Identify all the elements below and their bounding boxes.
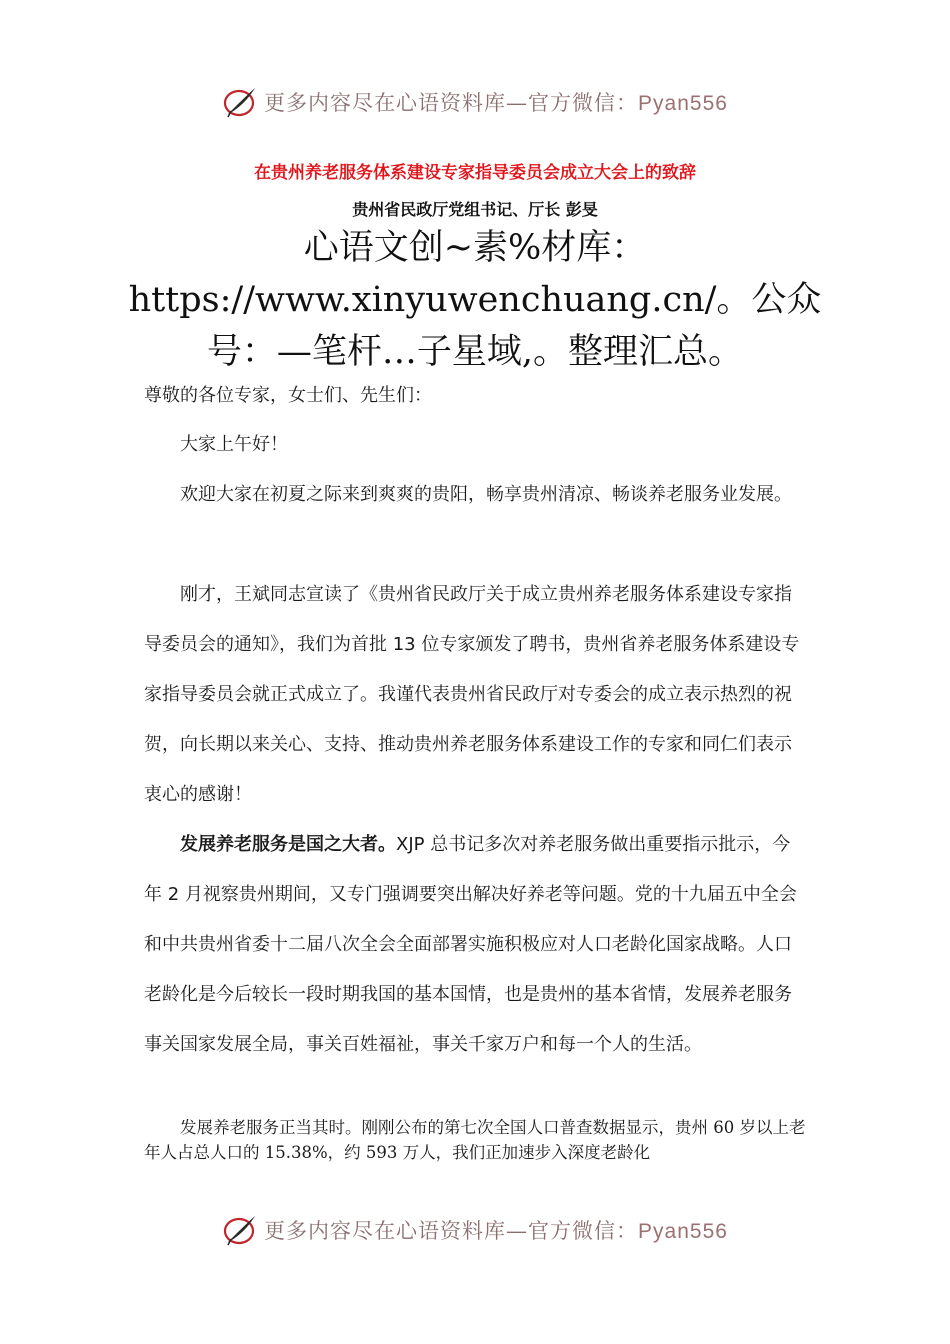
quill-pen-logo-icon [222, 84, 258, 120]
greeting-paragraph [144, 420, 808, 470]
document-author: 贵州省民政厅党组书记、厅长 彭旻 [352, 200, 598, 219]
document-title: 在贵州养老服务体系建设专家指导委员会成立大会上的致辞 [254, 163, 696, 183]
footer-banner-text: 更多内容尽在心语资料库—官方微信： [264, 1219, 639, 1243]
greeting-text: 大家上午好！ [180, 434, 288, 455]
header-banner [0, 82, 950, 122]
header-banner-text: 更多内容尽在心语资料库—官方微信： [264, 91, 639, 115]
important-body: XJP 总书记多次对养老服务做出重要指示批示，今年 2 月视察贵州期间，又专门强调要突出解决好养老等问题。党的十九届五中全会和中共贵州省委十二届八次全会全面部署实施积极应对人口老龄化国家战略。人口老龄化是今后较长一段时期我国的基本国情，也是贵州的基本省情，发展养老服务事关国家发展全局，事关百姓福祉，事关千家万户和每一个人的生活。 [144, 834, 797, 1055]
welcome-paragraph [144, 470, 808, 520]
footer-wechat-id: Pyan556 [638, 1220, 728, 1243]
salutation-text: 尊敬的各位专家，女士们、先生们： [144, 385, 432, 406]
footer-banner [0, 1210, 950, 1250]
header-wechat-id: Pyan556 [638, 92, 728, 115]
important-paragraph [144, 820, 808, 1070]
important-heading: 发展养老服务是国之大者。 [180, 834, 396, 855]
welcome-text: 欢迎大家在初夏之际来到爽爽的贵阳，畅享贵州清凉、畅谈养老服务业发展。 [180, 484, 792, 505]
just-now-text: 刚才，王斌同志宣读了《贵州省民政厅关于成立贵州养老服务体系建设专家指导委员会的通知》，我们为首批 13 位专家颁发了聘书，贵州省养老服务体系建设专家指导委员会就正式成立了。我谨代表贵州省民政厅对专委会的成立表示热烈的祝贺，向长期以来关心、支持、推动贵州养老服务体系建设工作的专家和同仁们表示衷心的感谢！ [144, 584, 800, 805]
quill-pen-logo-icon [222, 1212, 258, 1248]
watermark-text: 心语文创~素%材库：https://www.xinyuwenchuang.cn/。公众号：—笔杆…子星域,。整理汇总。 [128, 228, 822, 372]
salutation [144, 371, 808, 421]
just-now-paragraph [144, 570, 808, 820]
timely-paragraph: 发展养老服务正当其时。刚刚公布的第七次全国人口普查数据显示，贵州 60 岁以上老年人占总人口的 15.38%，约 593 万人，我们正加速步入深度老龄化 [144, 1118, 806, 1162]
